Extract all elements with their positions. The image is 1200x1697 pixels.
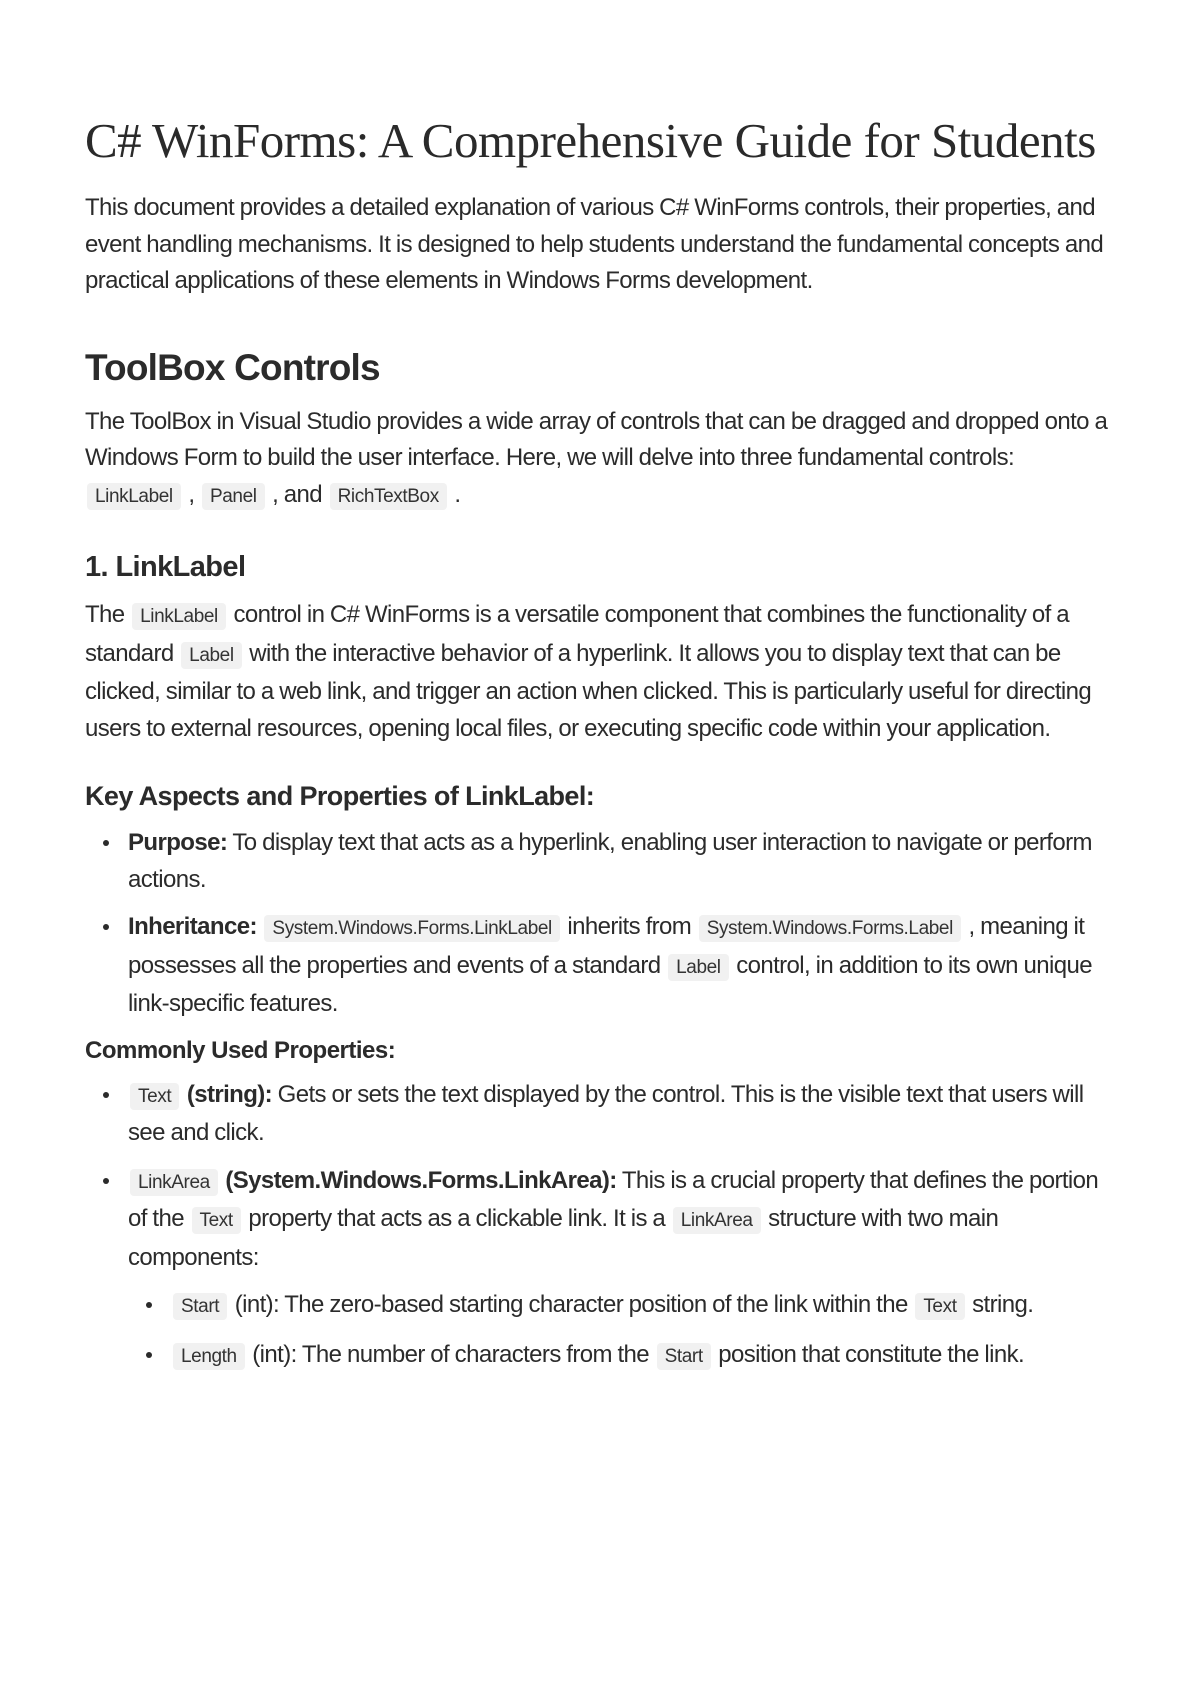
text-run: , xyxy=(182,480,200,508)
properties-list xyxy=(85,1077,1116,1376)
inline-code: LinkArea xyxy=(130,1169,218,1196)
text-run: , meaning it possesses all the properties and events of a standard xyxy=(128,913,1085,979)
item-label: Inheritance: xyxy=(128,913,257,940)
subsection-heading-linklabel: 1. LinkLabel xyxy=(85,551,246,583)
inline-code: System.Windows.Forms.LinkLabel xyxy=(264,915,559,942)
linkarea-components-list xyxy=(128,1287,1116,1375)
item-label: (string): xyxy=(181,1080,273,1108)
inline-code: RichTextBox xyxy=(330,483,447,510)
properties-heading: Commonly Used Properties: xyxy=(85,1036,396,1064)
inline-code: LinkLabel xyxy=(132,603,226,630)
page-title: C# WinForms: A Comprehensive Guide for Students xyxy=(85,113,1096,168)
inline-code: Start xyxy=(657,1343,711,1370)
inline-code: Label xyxy=(668,954,729,981)
list-item xyxy=(171,1337,1116,1376)
key-aspects-list xyxy=(85,825,1116,1023)
list-item xyxy=(128,825,1116,898)
inline-code: Length xyxy=(173,1343,245,1370)
inline-code: Text xyxy=(915,1293,964,1320)
text-run: control in C# WinForms is a versatile component that combines the functionality of a standard xyxy=(85,601,1069,667)
list-item xyxy=(128,1163,1116,1376)
text-run: , and xyxy=(266,480,328,508)
text-run: inherits from xyxy=(561,913,697,940)
item-label: (System.Windows.Forms.LinkArea): xyxy=(219,1166,617,1194)
text-run: (int): The number of characters from the xyxy=(246,1340,655,1368)
text-run: This is a crucial property that defines the portion of the xyxy=(128,1166,1099,1232)
inline-code: Text xyxy=(192,1207,241,1234)
text-run: control, in addition to its own unique link-specific features. xyxy=(128,951,1092,1017)
key-aspects-heading: Key Aspects and Properties of LinkLabel: xyxy=(85,781,595,811)
text-run: string. xyxy=(966,1291,1034,1318)
list-item xyxy=(128,1077,1116,1152)
text-run: The ToolBox in Visual Studio provides a wide array of controls that can be dragged and dropped onto a Windows Form to build the user interface. Here, we will delve into three fundamental controls: xyxy=(85,407,1108,471)
list-item xyxy=(128,909,1116,1023)
text-run: Gets or sets the text displayed by the control. This is the visible text that users will see and click. xyxy=(128,1080,1084,1146)
text-run: with the interactive behavior of a hyperlink. It allows you to display text that can be clicked, similar to a web link, and trigger an action when clicked. This is particularly useful for directing users to external resources, opening local files, or executing specific code within your application. xyxy=(85,639,1092,742)
section-heading-toolbox: ToolBox Controls xyxy=(85,346,380,388)
text-run: (int): The zero-based starting character position of the link within the xyxy=(229,1291,914,1318)
inline-code: System.Windows.Forms.Label xyxy=(699,915,961,942)
inline-code: Panel xyxy=(202,483,265,510)
inline-code: LinkLabel xyxy=(87,483,181,510)
inline-code: Start xyxy=(173,1293,227,1320)
text-run: position that constitute the link. xyxy=(712,1340,1025,1368)
text-run: structure with two main components: xyxy=(128,1205,999,1271)
intro-paragraph: This document provides a detailed explanation of various C# WinForms controls, their properties, and event handling mechanisms. It is designed to help students understand the fundamental concepts and practical applications of these elements in Windows Forms development. xyxy=(85,194,1104,294)
linklabel-paragraph xyxy=(85,597,1116,747)
toolbox-paragraph xyxy=(85,404,1116,516)
text-run: The xyxy=(85,601,131,628)
inline-code: LinkArea xyxy=(673,1207,761,1234)
inline-code: Text xyxy=(130,1083,179,1110)
inline-code: Label xyxy=(181,642,242,669)
text-run: . xyxy=(448,480,461,508)
text-run: property that acts as a clickable link. It is a xyxy=(242,1205,671,1232)
item-label: Purpose: xyxy=(128,829,228,856)
list-item xyxy=(171,1287,1116,1326)
text-run: To display text that acts as a hyperlink, enabling user interaction to navigate or perform actions. xyxy=(128,829,1092,893)
